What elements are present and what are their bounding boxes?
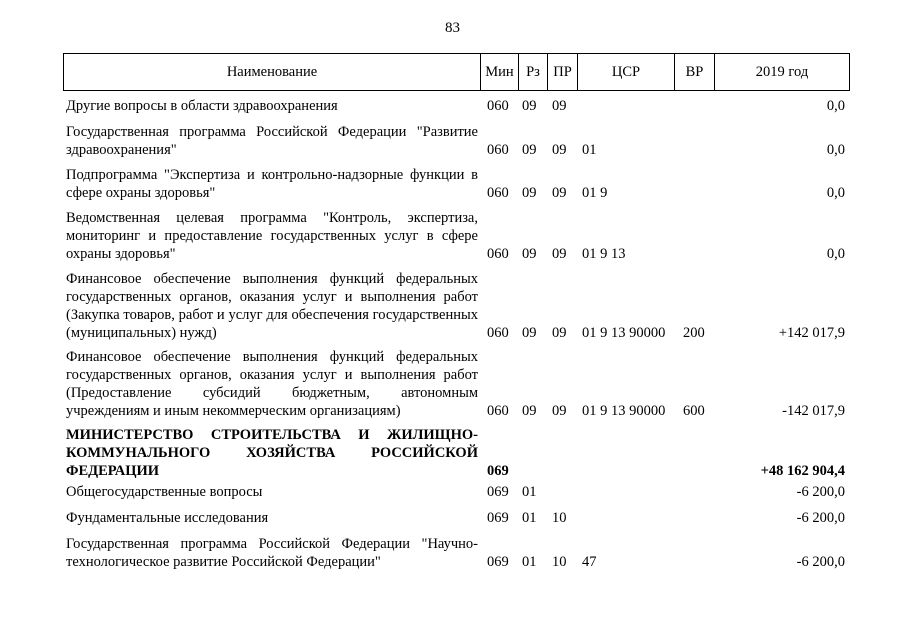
- row-min: 060: [487, 98, 509, 114]
- row-pr: 09: [552, 325, 567, 341]
- row-csr: 47: [582, 554, 597, 570]
- row-pr: 09: [552, 98, 567, 114]
- header-csr: ЦСР: [578, 54, 675, 91]
- header-vr: ВР: [675, 54, 715, 91]
- row-amount: -6 200,0: [796, 484, 845, 500]
- row-min: 060: [487, 325, 509, 341]
- row-pr: 09: [552, 142, 567, 158]
- row-pr: 09: [552, 246, 567, 262]
- row-min: 060: [487, 142, 509, 158]
- row-amount: 0,0: [826, 142, 845, 158]
- row-rz: 01: [522, 484, 537, 500]
- row-name: МИНИСТЕРСТВО СТРОИТЕЛЬСТВА И ЖИЛИЩНО-КОММУНАЛЬНОГО ХОЗЯЙСТВА РОССИЙСКОЙ ФЕДЕРАЦИИ: [66, 427, 478, 479]
- row-rz: 01: [522, 554, 537, 570]
- row-rz: 09: [522, 185, 537, 201]
- header-min: Мин: [481, 54, 519, 91]
- row-csr: 01 9 13: [582, 246, 626, 262]
- row-pr: 10: [552, 510, 567, 526]
- row-rz: 09: [522, 325, 537, 341]
- row-name: Государственная программа Российской Федерации "Научно-технологическое развитие Российской Федерации": [66, 536, 478, 570]
- row-name: Финансовое обеспечение выполнения функций федеральных государственных органов, оказания услуг и выполнения работ (Предоставление субсидий бюджетным, автономным учреждениям и иным некоммерческим организациям): [66, 349, 478, 419]
- row-min: 069: [487, 554, 509, 570]
- row-pr: 09: [552, 403, 567, 419]
- row-name: Другие вопросы в области здравоохранения: [66, 98, 338, 114]
- row-amount: 0,0: [826, 185, 845, 201]
- row-amount: 0,0: [826, 98, 845, 114]
- row-rz: 09: [522, 98, 537, 114]
- row-name: Общегосударственные вопросы: [66, 484, 263, 500]
- header-rz: Рз: [519, 54, 548, 91]
- row-rz: 01: [522, 510, 537, 526]
- row-amount: +48 162 904,4: [760, 463, 845, 479]
- row-name: Финансовое обеспечение выполнения функций федеральных государственных органов, оказания услуг и выполнения работ (Закупка товаров, работ и услуг для обеспечения государственных (муниципальных) нужд): [66, 271, 478, 341]
- row-csr: 01 9 13 90000: [582, 325, 666, 341]
- row-amount: -142 017,9: [782, 403, 845, 419]
- row-vr: 600: [683, 403, 705, 419]
- table-header: [63, 53, 850, 91]
- row-rz: 09: [522, 246, 537, 262]
- header-name: Наименование: [64, 54, 481, 91]
- row-csr: 01: [582, 142, 597, 158]
- row-name: Государственная программа Российской Федерации "Развитие здравоохранения": [66, 124, 478, 158]
- header-year: 2019 год: [715, 54, 850, 91]
- header-pr: ПР: [548, 54, 578, 91]
- row-amount: -6 200,0: [796, 554, 845, 570]
- row-min: 069: [487, 463, 509, 479]
- row-pr: 09: [552, 185, 567, 201]
- page-number: 83: [445, 20, 460, 36]
- row-min: 060: [487, 246, 509, 262]
- row-name: Подпрограмма "Экспертиза и контрольно-надзорные функции в сфере охраны здоровья": [66, 167, 478, 201]
- row-min: 060: [487, 185, 509, 201]
- row-rz: 09: [522, 403, 537, 419]
- row-csr: 01 9: [582, 185, 608, 201]
- row-name: Фундаментальные исследования: [66, 510, 269, 526]
- row-pr: 10: [552, 554, 567, 570]
- row-csr: 01 9 13 90000: [582, 403, 666, 419]
- row-amount: +142 017,9: [778, 325, 845, 341]
- row-name: Ведомственная целевая программа "Контроль, экспертиза, мониторинг и предоставление государственных услуг в сфере охраны здоровья": [66, 210, 478, 262]
- row-min: 069: [487, 484, 509, 500]
- row-min: 069: [487, 510, 509, 526]
- row-vr: 200: [683, 325, 705, 341]
- row-min: 060: [487, 403, 509, 419]
- row-rz: 09: [522, 142, 537, 158]
- row-amount: -6 200,0: [796, 510, 845, 526]
- row-amount: 0,0: [826, 246, 845, 262]
